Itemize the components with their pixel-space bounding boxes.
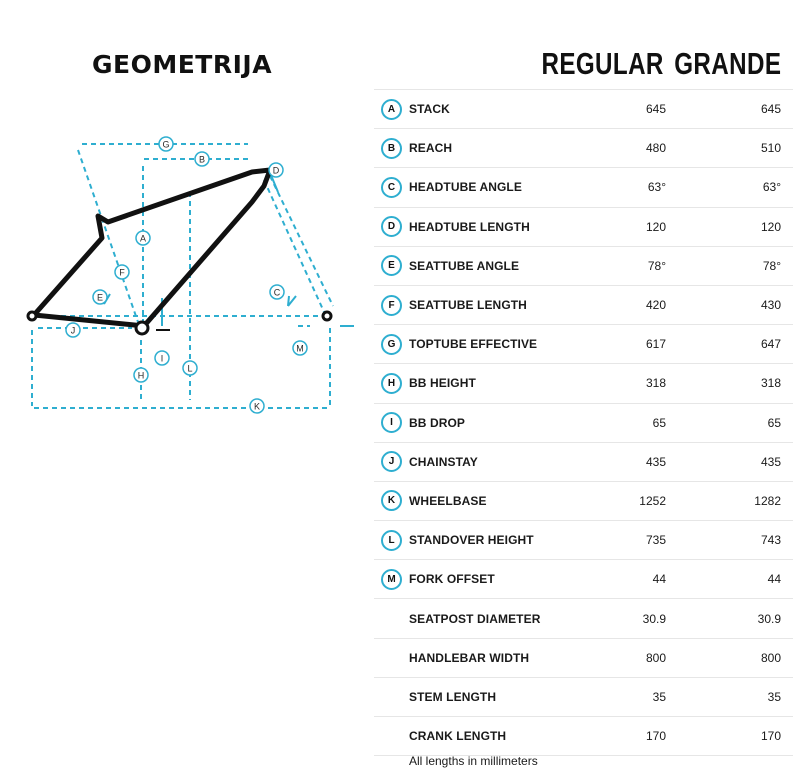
row-label: CRANK LENGTH (409, 717, 586, 756)
diagram-label-k: K (253, 401, 261, 412)
row-badge: F (381, 295, 402, 316)
row-value-grande: 35 (666, 677, 793, 716)
row-badge: C (381, 177, 402, 198)
row-badge-cell (374, 207, 409, 246)
row-value-grande: 430 (666, 285, 793, 324)
geometry-row (374, 285, 793, 324)
geometry-row (374, 560, 793, 599)
geometry-table (374, 89, 793, 756)
row-badge-cell (374, 521, 409, 560)
geometry-row (374, 207, 793, 246)
row-badge-cell (374, 90, 409, 129)
row-badge: H (381, 373, 402, 394)
diagram-label-b: B (198, 154, 206, 165)
geometry-row (374, 677, 793, 716)
geometry-row (374, 168, 793, 207)
row-badge-cell (374, 246, 409, 285)
row-label: HEADTUBE ANGLE (409, 168, 586, 207)
diagram-label-f: F (119, 267, 125, 278)
diagram-label-c: C (273, 287, 281, 298)
row-label: BB HEIGHT (409, 364, 586, 403)
geometry-row (374, 325, 793, 364)
column-header-grande: GRANDE (673, 46, 781, 81)
row-value-regular: 420 (586, 285, 666, 324)
row-label: REACH (409, 129, 586, 168)
row-badge: J (381, 451, 402, 472)
geometry-row (374, 364, 793, 403)
footnote: All lengths in millimeters (409, 754, 538, 768)
row-value-grande: 647 (666, 325, 793, 364)
row-label: SEATTUBE ANGLE (409, 246, 586, 285)
row-value-grande: 63° (666, 168, 793, 207)
row-label: STANDOVER HEIGHT (409, 521, 586, 560)
row-value-regular: 35 (586, 677, 666, 716)
row-badge-cell (374, 364, 409, 403)
diagram-label-h: H (137, 370, 145, 381)
diagram-label-m: M (296, 343, 304, 354)
row-label: WHEELBASE (409, 481, 586, 520)
row-value-grande: 645 (666, 90, 793, 129)
row-value-regular: 78° (586, 246, 666, 285)
row-label: BB DROP (409, 403, 586, 442)
bottom-bracket (136, 322, 148, 334)
row-badge-cell (374, 285, 409, 324)
row-badge-cell (374, 168, 409, 207)
geometry-row (374, 638, 793, 677)
row-value-regular: 1252 (586, 481, 666, 520)
column-header-regular: REGULAR (541, 46, 664, 81)
diagram-label-l: L (187, 363, 193, 374)
row-label: TOPTUBE EFFECTIVE (409, 325, 586, 364)
geometry-row (374, 246, 793, 285)
row-label: CHAINSTAY (409, 442, 586, 481)
row-label: HEADTUBE LENGTH (409, 207, 586, 246)
row-value-grande: 30.9 (666, 599, 793, 638)
bike-frame (34, 170, 270, 326)
geometry-row (374, 599, 793, 638)
row-badge-cell (374, 717, 409, 756)
row-value-regular: 63° (586, 168, 666, 207)
geometry-row (374, 442, 793, 481)
row-badge: A (381, 99, 402, 120)
row-value-regular: 30.9 (586, 599, 666, 638)
row-badge: D (381, 216, 402, 237)
diagram-label-e: E (96, 292, 104, 303)
geometry-row (374, 717, 793, 756)
row-value-grande: 510 (666, 129, 793, 168)
geometry-row (374, 481, 793, 520)
row-value-regular: 170 (586, 717, 666, 756)
row-badge: L (381, 530, 402, 551)
row-badge: E (381, 255, 402, 276)
row-badge: B (381, 138, 402, 159)
row-value-regular: 435 (586, 442, 666, 481)
page-title: GEOMETRIJA (92, 50, 273, 79)
row-label: FORK OFFSET (409, 560, 586, 599)
row-badge: K (381, 490, 402, 511)
row-badge-cell (374, 403, 409, 442)
diagram-label-g: G (162, 139, 170, 150)
row-value-grande: 65 (666, 403, 793, 442)
row-badge-cell (374, 599, 409, 638)
row-value-grande: 800 (666, 638, 793, 677)
row-value-regular: 645 (586, 90, 666, 129)
row-badge-cell (374, 481, 409, 520)
diagram-label-i: I (160, 353, 164, 364)
geometry-row (374, 129, 793, 168)
row-badge: M (381, 569, 402, 590)
row-value-grande: 120 (666, 207, 793, 246)
geometry-row (374, 521, 793, 560)
diagram-label-d: D (272, 165, 280, 176)
diagram-label-a: A (139, 233, 147, 244)
row-value-regular: 120 (586, 207, 666, 246)
diagram-label-j: J (70, 325, 76, 336)
row-value-regular: 735 (586, 521, 666, 560)
row-value-grande: 435 (666, 442, 793, 481)
front-axle (323, 312, 331, 320)
row-badge-cell (374, 442, 409, 481)
geometry-row (374, 403, 793, 442)
row-value-grande: 318 (666, 364, 793, 403)
row-value-regular: 65 (586, 403, 666, 442)
row-value-regular: 318 (586, 364, 666, 403)
row-value-grande: 170 (666, 717, 793, 756)
row-value-grande: 743 (666, 521, 793, 560)
row-badge-cell (374, 129, 409, 168)
row-value-regular: 480 (586, 129, 666, 168)
row-label: STEM LENGTH (409, 677, 586, 716)
row-badge-cell (374, 677, 409, 716)
row-badge-cell (374, 325, 409, 364)
row-label: SEATPOST DIAMETER (409, 599, 586, 638)
row-badge-cell (374, 560, 409, 599)
row-value-regular: 44 (586, 560, 666, 599)
row-badge: I (381, 412, 402, 433)
rear-axle (28, 312, 36, 320)
row-label: HANDLEBAR WIDTH (409, 638, 586, 677)
row-label: STACK (409, 90, 586, 129)
row-value-regular: 617 (586, 325, 666, 364)
row-value-grande: 44 (666, 560, 793, 599)
row-badge: G (381, 334, 402, 355)
row-value-regular: 800 (586, 638, 666, 677)
frame-geometry-diagram (20, 130, 360, 420)
row-badge-cell (374, 638, 409, 677)
row-value-grande: 78° (666, 246, 793, 285)
row-value-grande: 1282 (666, 481, 793, 520)
geometry-row (374, 90, 793, 129)
angle-arrow-c (288, 296, 296, 306)
row-label: SEATTUBE LENGTH (409, 285, 586, 324)
